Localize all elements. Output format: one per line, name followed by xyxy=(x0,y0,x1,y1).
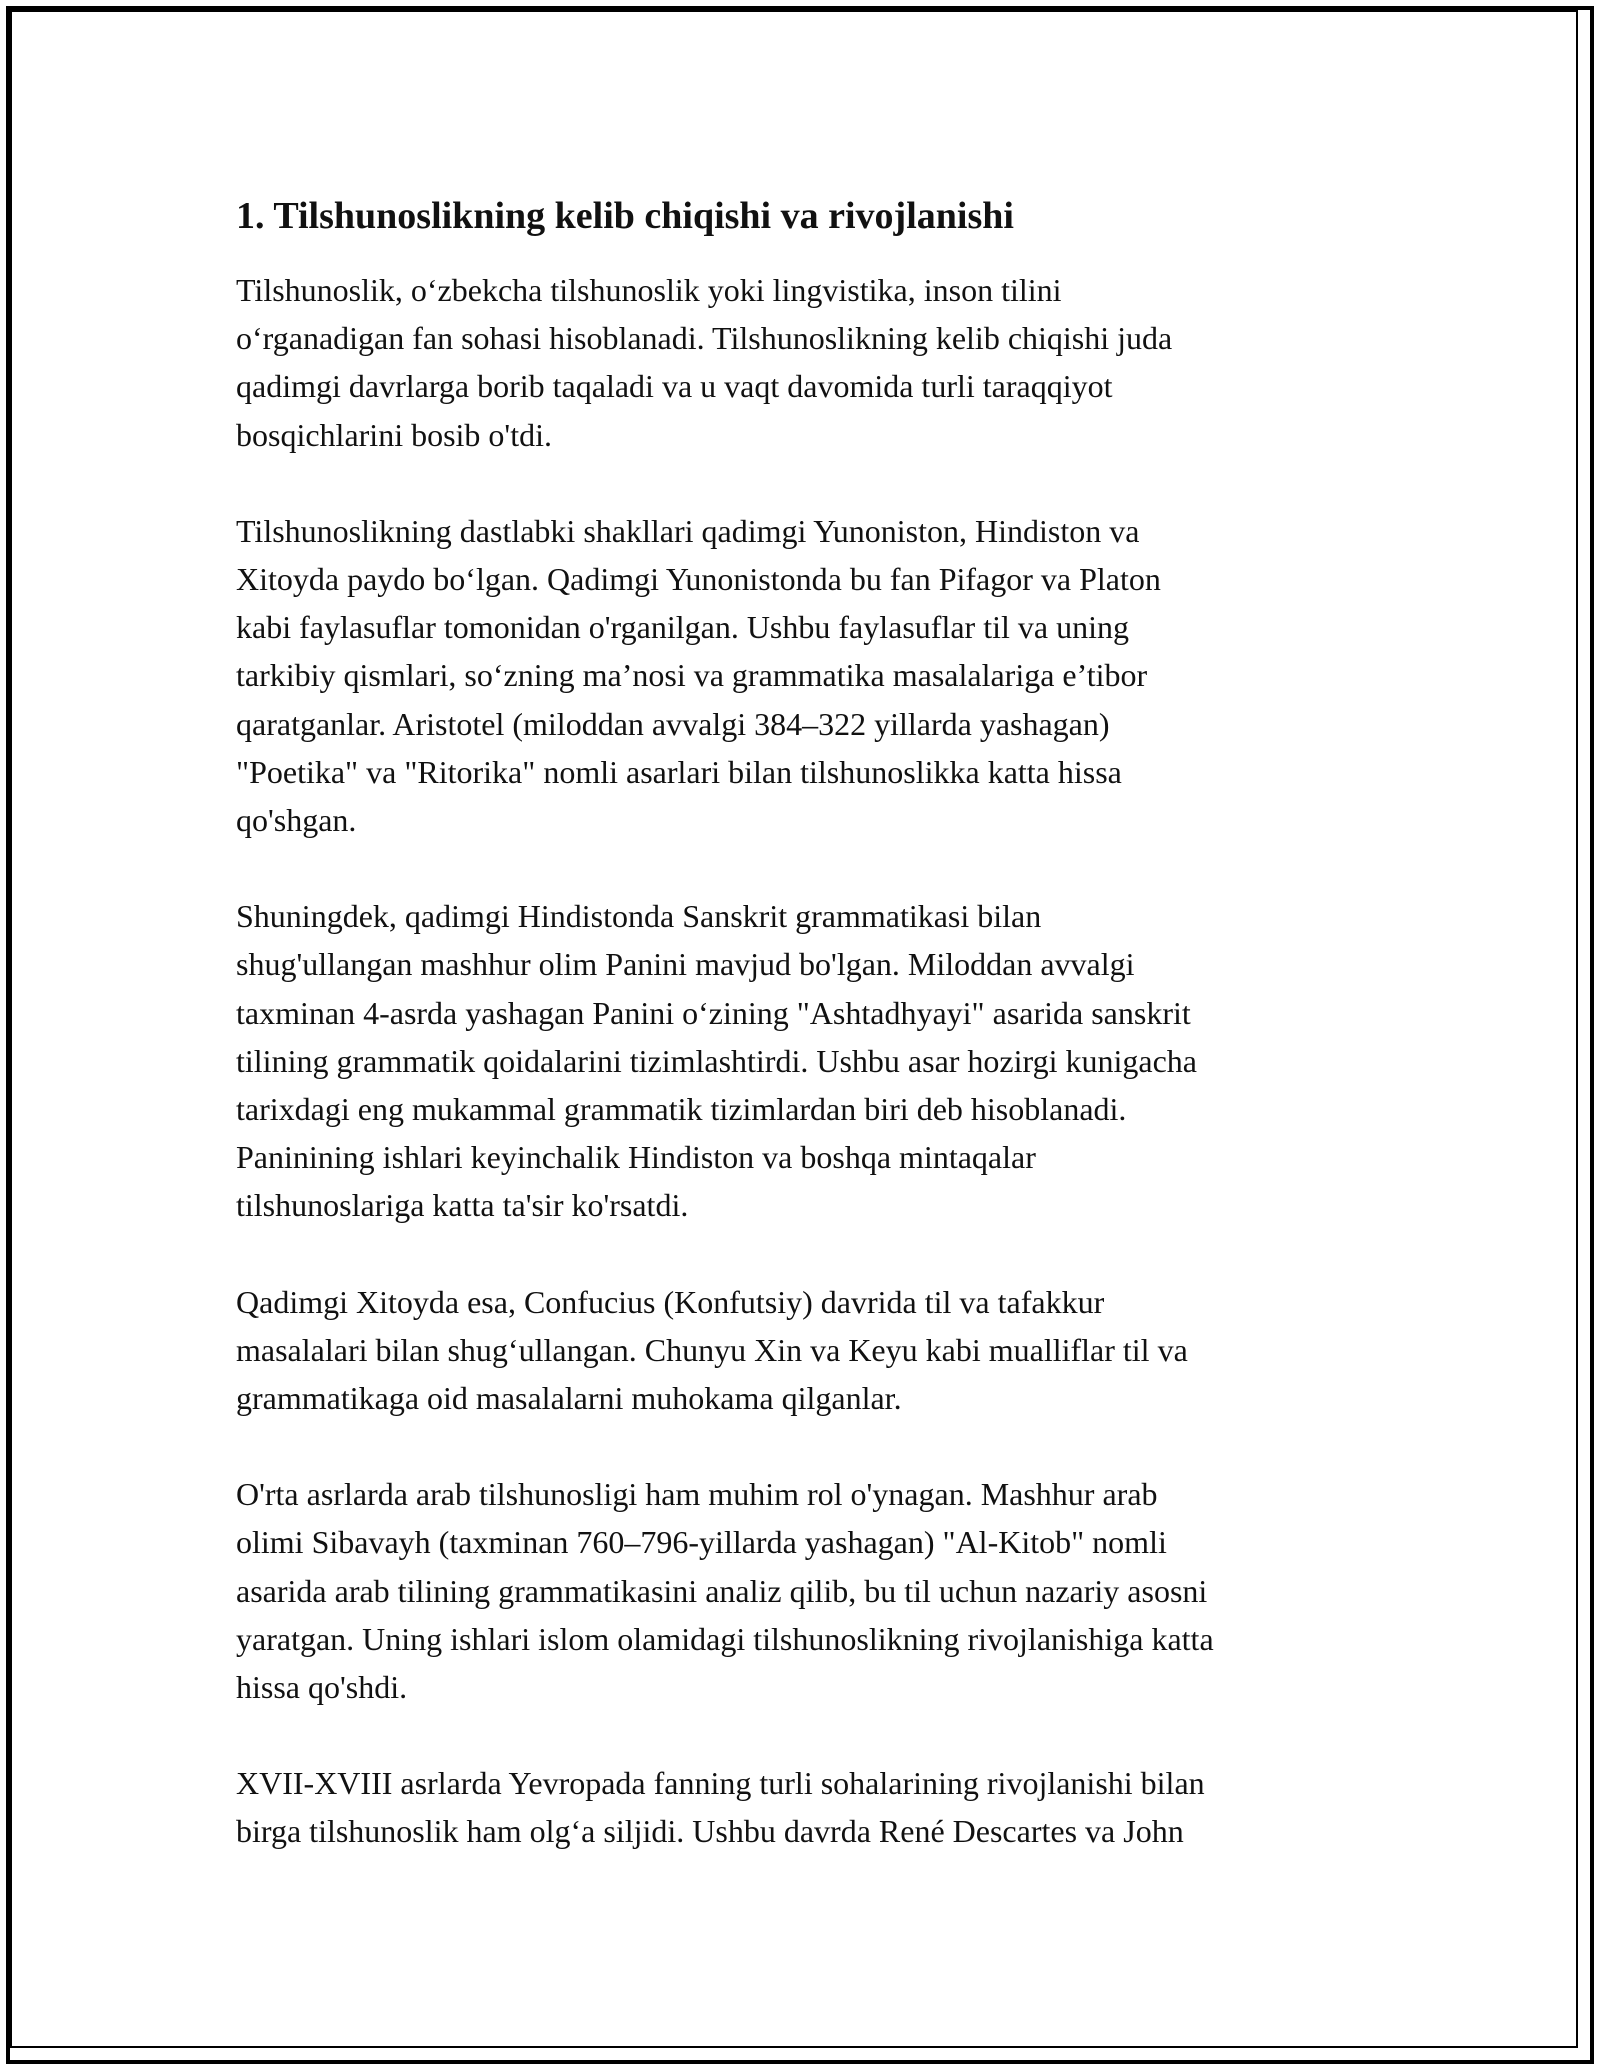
paragraph-6 xyxy=(236,1759,1386,1855)
text-line: bosqichlarini bosib o'tdi. xyxy=(236,416,552,453)
text-line: qaratganlar. Aristotel (miloddan avvalgi 384–322 yillarda yashagan) xyxy=(236,705,1110,742)
text-line: taxminan 4-asrda yashagan Panini o‘zining "Ashtadhyayi" asarida sanskrit xyxy=(236,994,1191,1031)
text-line: shug'ullangan mashhur olim Panini mavjud bo'lgan. Miloddan avvalgi xyxy=(236,946,1135,983)
text-line: tarkibiy qismlari, so‘zning ma’nosi va grammatika masalalariga e’tibor xyxy=(236,657,1148,694)
text-line: o‘rganadigan fan sohasi hisoblanadi. Tilshunoslikning kelib chiqishi juda xyxy=(236,320,1173,357)
text-line: Qadimgi Xitoyda esa, Confucius (Konfutsiy) davrida til va tafakkur xyxy=(236,1283,1105,1320)
text-line: "Poetika" va "Ritorika" nomli asarlari bilan tilshunoslikka katta hissa xyxy=(236,753,1122,790)
text-line: hissa qo'shdi. xyxy=(236,1669,408,1706)
text-line: Shuningdek, qadimgi Hindistonda Sanskrit grammatikasi bilan xyxy=(236,898,1042,935)
paragraph-1 xyxy=(236,266,1386,459)
text-line: tilshunoslariga katta ta'sir ko'rsatdi. xyxy=(236,1187,689,1224)
text-line: yaratgan. Uning ishlari islom olamidagi tilshunoslikning rivojlanishiga katta xyxy=(236,1620,1214,1657)
section-heading: 1. Tilshunoslikning kelib chiqishi va rivojlanishi xyxy=(236,195,1014,237)
text-line: Paninining ishlari keyinchalik Hindiston va boshqa mintaqalar xyxy=(236,1139,1036,1176)
text-line: Tilshunoslik, o‘zbekcha tilshunoslik yoki lingvistika, inson tilini xyxy=(236,272,1062,308)
text-line: Tilshunoslikning dastlabki shakllari qadimgi Yunoniston, Hindiston va xyxy=(236,512,1140,549)
text-line: XVII-XVIII asrlarda Yevropada fanning turli sohalarining rivojlanishi bilan xyxy=(236,1765,1205,1802)
text-line: Xitoyda paydo bo‘lgan. Qadimgi Yunonistonda bu fan Pifagor va Platon xyxy=(236,561,1161,598)
text-line: qadimgi davrlarga borib taqaladi va u vaqt davomida turli taraqqiyot xyxy=(236,368,1113,405)
text-line: masalalari bilan shug‘ullangan. Chunyu Xin va Keyu kabi mualliflar til va xyxy=(236,1331,1188,1368)
text-line: birga tilshunoslik ham olg‘a siljidi. Ushbu davrda René Descartes va John xyxy=(236,1813,1184,1850)
text-line: qo'shgan. xyxy=(236,802,357,839)
document-body xyxy=(236,188,1386,1904)
paragraph-3 xyxy=(236,892,1386,1229)
text-line: tarixdagi eng mukammal grammatik tizimlardan biri deb hisoblanadi. xyxy=(236,1091,1127,1128)
text-line: grammatikaga oid masalalarni muhokama qilganlar. xyxy=(236,1380,902,1417)
paragraph-5 xyxy=(236,1470,1386,1711)
paragraph-4 xyxy=(236,1278,1386,1423)
text-line: asarida arab tilining grammatikasini analiz qilib, bu til uchun nazariy asosni xyxy=(236,1572,1208,1609)
text-line: olimi Sibavayh (taxminan 760–796-yillarda yashagan) "Al-Kitob" nomli xyxy=(236,1524,1167,1561)
text-line: O'rta asrlarda arab tilshunosligi ham muhim rol o'ynagan. Mashhur arab xyxy=(236,1476,1158,1513)
paragraph-2 xyxy=(236,507,1386,844)
text-line: kabi faylasuflar tomonidan o'rganilgan. Ushbu faylasuflar til va uning xyxy=(236,609,1129,646)
text-line: tilining grammatik qoidalarini tizimlashtirdi. Ushbu asar hozirgi kunigacha xyxy=(236,1042,1197,1079)
